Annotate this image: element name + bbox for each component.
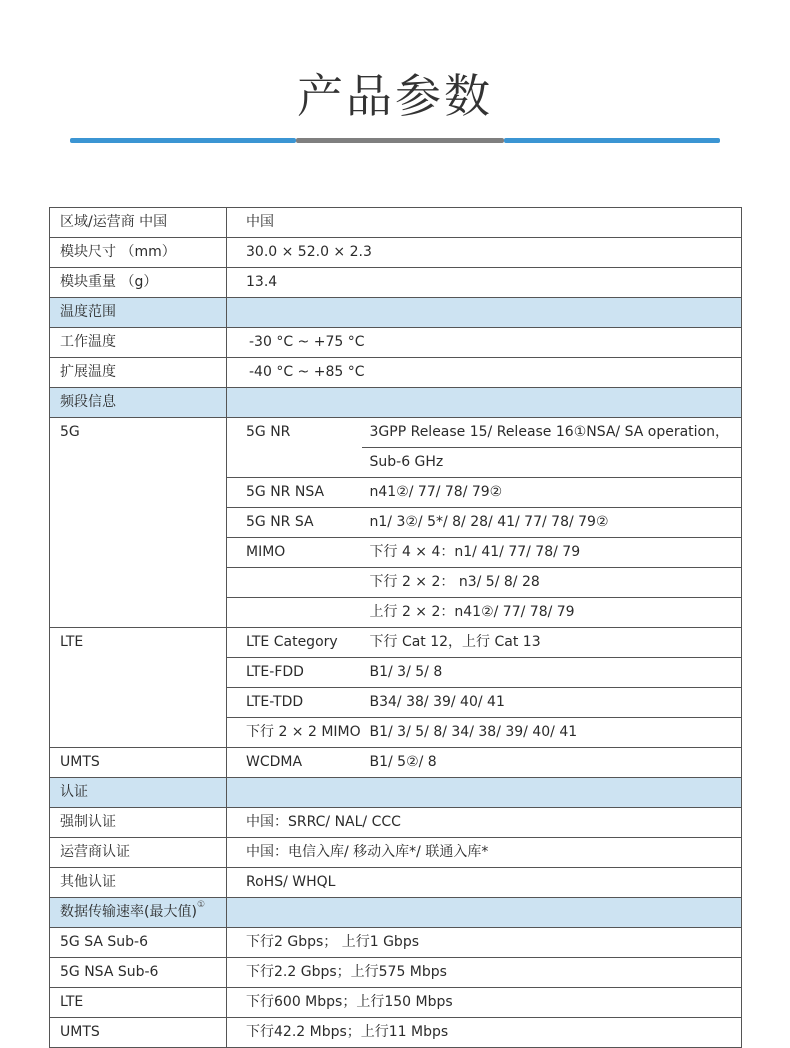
row-value: 下行2 Gbps； 上行1 Gbps [227, 928, 742, 958]
section-row [50, 778, 742, 808]
spec-table [49, 207, 742, 1048]
row-value: n41②/ 77/ 78/ 79② [362, 478, 742, 508]
sub-label: LTE-FDD [227, 658, 362, 688]
table-row [50, 268, 742, 298]
sub-label: 5G NR NSA [227, 478, 362, 508]
row-value: n1/ 3②/ 5*/ 8/ 28/ 41/ 77/ 78/ 79② [362, 508, 742, 538]
table-row [50, 808, 742, 838]
section-row [50, 388, 742, 418]
table-row [50, 958, 742, 988]
sub-label-blank [227, 568, 362, 598]
row-label: 5G SA Sub-6 [50, 928, 227, 958]
section-row [50, 898, 742, 928]
row-value: 中国：电信入库/ 移动入库*/ 联通入库* [227, 838, 742, 868]
table-row [50, 838, 742, 868]
sub-label: MIMO [227, 538, 362, 568]
section-header-label: 数据传输速率(最大值) [60, 904, 197, 920]
table-row [50, 1018, 742, 1048]
title-underline-right [504, 138, 720, 143]
section-header [50, 898, 227, 928]
row-value: 中国 [227, 208, 742, 238]
table-row [50, 418, 742, 448]
table-row [50, 328, 742, 358]
row-value: 上行 2 × 2：n41②/ 77/ 78/ 79 [362, 598, 742, 628]
footnote-marker: ① [196, 900, 206, 910]
sub-label: 5G NR [227, 418, 362, 478]
row-label: 区域/运营商 中国 [50, 208, 227, 238]
row-label: LTE [50, 988, 227, 1018]
row-value: 下行2.2 Gbps；上行575 Mbps [227, 958, 742, 988]
row-value: RoHS/ WHQL [227, 868, 742, 898]
row-value: 下行 2 × 2： n3/ 5/ 8/ 28 [362, 568, 742, 598]
table-row [50, 988, 742, 1018]
row-value: 30.0 × 52.0 × 2.3 [227, 238, 742, 268]
row-value: 13.4 [227, 268, 742, 298]
row-value: B1/ 3/ 5/ 8/ 34/ 38/ 39/ 40/ 41 [362, 718, 742, 748]
page-title: 产品参数 [297, 69, 493, 123]
row-label: 其他认证 [50, 868, 227, 898]
table-row [50, 868, 742, 898]
row-label: UMTS [50, 1018, 227, 1048]
row-label: UMTS [50, 748, 227, 778]
row-value: 下行 Cat 12，上行 Cat 13 [362, 628, 742, 658]
table-row [50, 238, 742, 268]
section-row [50, 298, 742, 328]
row-value: -40 °C ~ +85 °C [227, 358, 742, 388]
row-value: 3GPP Release 15/ Release 16①NSA/ SA operation， [362, 418, 742, 448]
title-underline-left [70, 138, 296, 143]
row-value: B1/ 3/ 5/ 8 [362, 658, 742, 688]
sub-label-blank [227, 598, 362, 628]
row-value: 中国：SRRC/ NAL/ CCC [227, 808, 742, 838]
row-label: 运营商认证 [50, 838, 227, 868]
table-row [50, 928, 742, 958]
section-blank [227, 388, 742, 418]
section-header: 频段信息 [50, 388, 227, 418]
title-underline-middle [296, 138, 504, 143]
row-value: -30 °C ~ +75 °C [227, 328, 742, 358]
sub-label: LTE-TDD [227, 688, 362, 718]
row-value: B34/ 38/ 39/ 40/ 41 [362, 688, 742, 718]
row-label: 扩展温度 [50, 358, 227, 388]
sub-label: LTE Category [227, 628, 362, 658]
row-value: 下行600 Mbps；上行150 Mbps [227, 988, 742, 1018]
row-label: 模块尺寸 （mm） [50, 238, 227, 268]
section-blank [227, 298, 742, 328]
section-header: 温度范围 [50, 298, 227, 328]
row-value: B1/ 5②/ 8 [362, 748, 742, 778]
row-label: 工作温度 [50, 328, 227, 358]
section-header: 认证 [50, 778, 227, 808]
table-row [50, 208, 742, 238]
row-label: 强制认证 [50, 808, 227, 838]
row-value: 下行42.2 Mbps；上行11 Mbps [227, 1018, 742, 1048]
table-row [50, 628, 742, 658]
section-blank [227, 898, 742, 928]
row-label: 5G NSA Sub-6 [50, 958, 227, 988]
sub-label: 下行 2 × 2 MIMO [227, 718, 362, 748]
table-row [50, 748, 742, 778]
table-row [50, 358, 742, 388]
row-value: Sub-6 GHz [362, 448, 742, 478]
row-label: 5G [50, 418, 227, 628]
row-value: 下行 4 × 4：n1/ 41/ 77/ 78/ 79 [362, 538, 742, 568]
row-label: LTE [50, 628, 227, 748]
sub-label: WCDMA [227, 748, 362, 778]
row-label: 模块重量 （g） [50, 268, 227, 298]
sub-label: 5G NR SA [227, 508, 362, 538]
section-blank [227, 778, 742, 808]
